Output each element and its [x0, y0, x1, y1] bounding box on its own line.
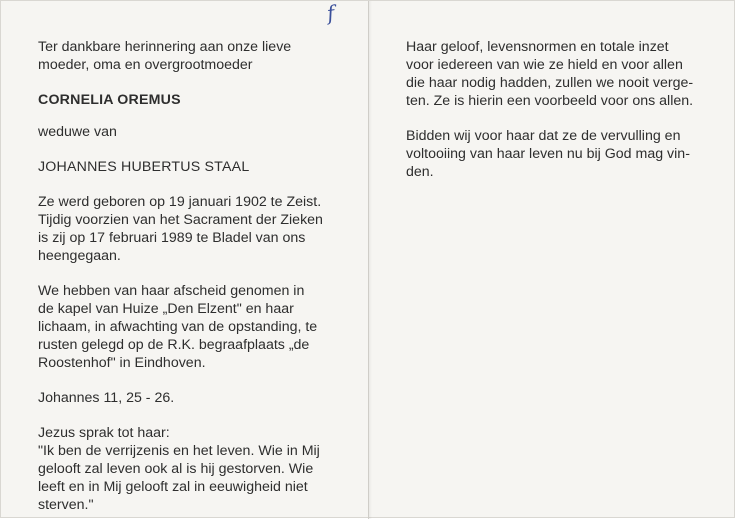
deceased-name: CORNELIA OREMUS: [38, 92, 181, 108]
quote-paragraph: [38, 424, 338, 514]
right-column: [406, 38, 700, 198]
farewell-line: de kapel van Huize „Den Elzent" en haar: [38, 301, 294, 317]
widow-of-label: weduwe van: [38, 124, 117, 140]
dedication-line: Ter dankbare herinnering aan onze lieve: [38, 39, 292, 55]
farewell-line: lichaam, in afwachting van de opstanding, te: [38, 319, 318, 335]
farewell-line: Roostenhof" in Eindhoven.: [38, 355, 206, 371]
farewell-line: rusten gelegd op de R.K. begraafplaats „de: [38, 337, 310, 353]
birth-death-line: heengegaan.: [38, 248, 121, 264]
farewell-line: We hebben van haar afscheid genomen in: [38, 283, 305, 299]
quote-line: sterven.": [38, 497, 94, 513]
prayer-line: Bidden wij voor haar dat ze de vervulling en: [406, 128, 681, 144]
birth-death-line: is zij op 17 februari 1989 te Bladel van ons: [38, 230, 306, 246]
prayer-line: den.: [406, 164, 434, 180]
birth-death-line: Tijdig voorzien van het Sacrament der Zieken: [38, 212, 323, 228]
faith-line: Haar geloof, levensnormen en totale inzet: [406, 39, 669, 55]
scripture-reference: Johannes 11, 25 - 26.: [38, 390, 175, 406]
left-column: [38, 38, 338, 531]
quote-line: leeft en in Mij gelooft zal in eeuwigheid niet: [38, 479, 308, 495]
farewell-paragraph: [38, 282, 338, 372]
spouse-name: JOHANNES HUBERTUS STAAL: [38, 159, 250, 175]
quote-line: "Ik ben de verrijzenis en het leven. Wie in Mij: [38, 443, 320, 459]
birth-death-line: Ze werd geboren op 19 januari 1902 te Zeist.: [38, 194, 322, 210]
faith-line: voor iedereen van wie ze hield en voor allen: [406, 57, 683, 73]
handwritten-mark: f: [325, 0, 337, 26]
dedication-line: moeder, oma en overgrootmoeder: [38, 57, 253, 73]
prayer-line: voltooiing van haar leven nu bij God mag vin-: [406, 146, 690, 162]
faith-line: ten. Ze is hierin een voorbeeld voor ons allen.: [406, 93, 694, 109]
card-fold-shadow: [369, 1, 372, 519]
faith-paragraph: [406, 38, 700, 110]
quote-line: Jezus sprak tot haar:: [38, 425, 170, 441]
dedication: [38, 38, 338, 74]
prayer-paragraph: [406, 127, 700, 181]
faith-line: die haar nodig hadden, zullen we nooit verge-: [406, 75, 694, 91]
quote-line: gelooft zal leven ook al is hij gestorven. Wie: [38, 461, 314, 477]
birth-death-paragraph: [38, 193, 338, 265]
